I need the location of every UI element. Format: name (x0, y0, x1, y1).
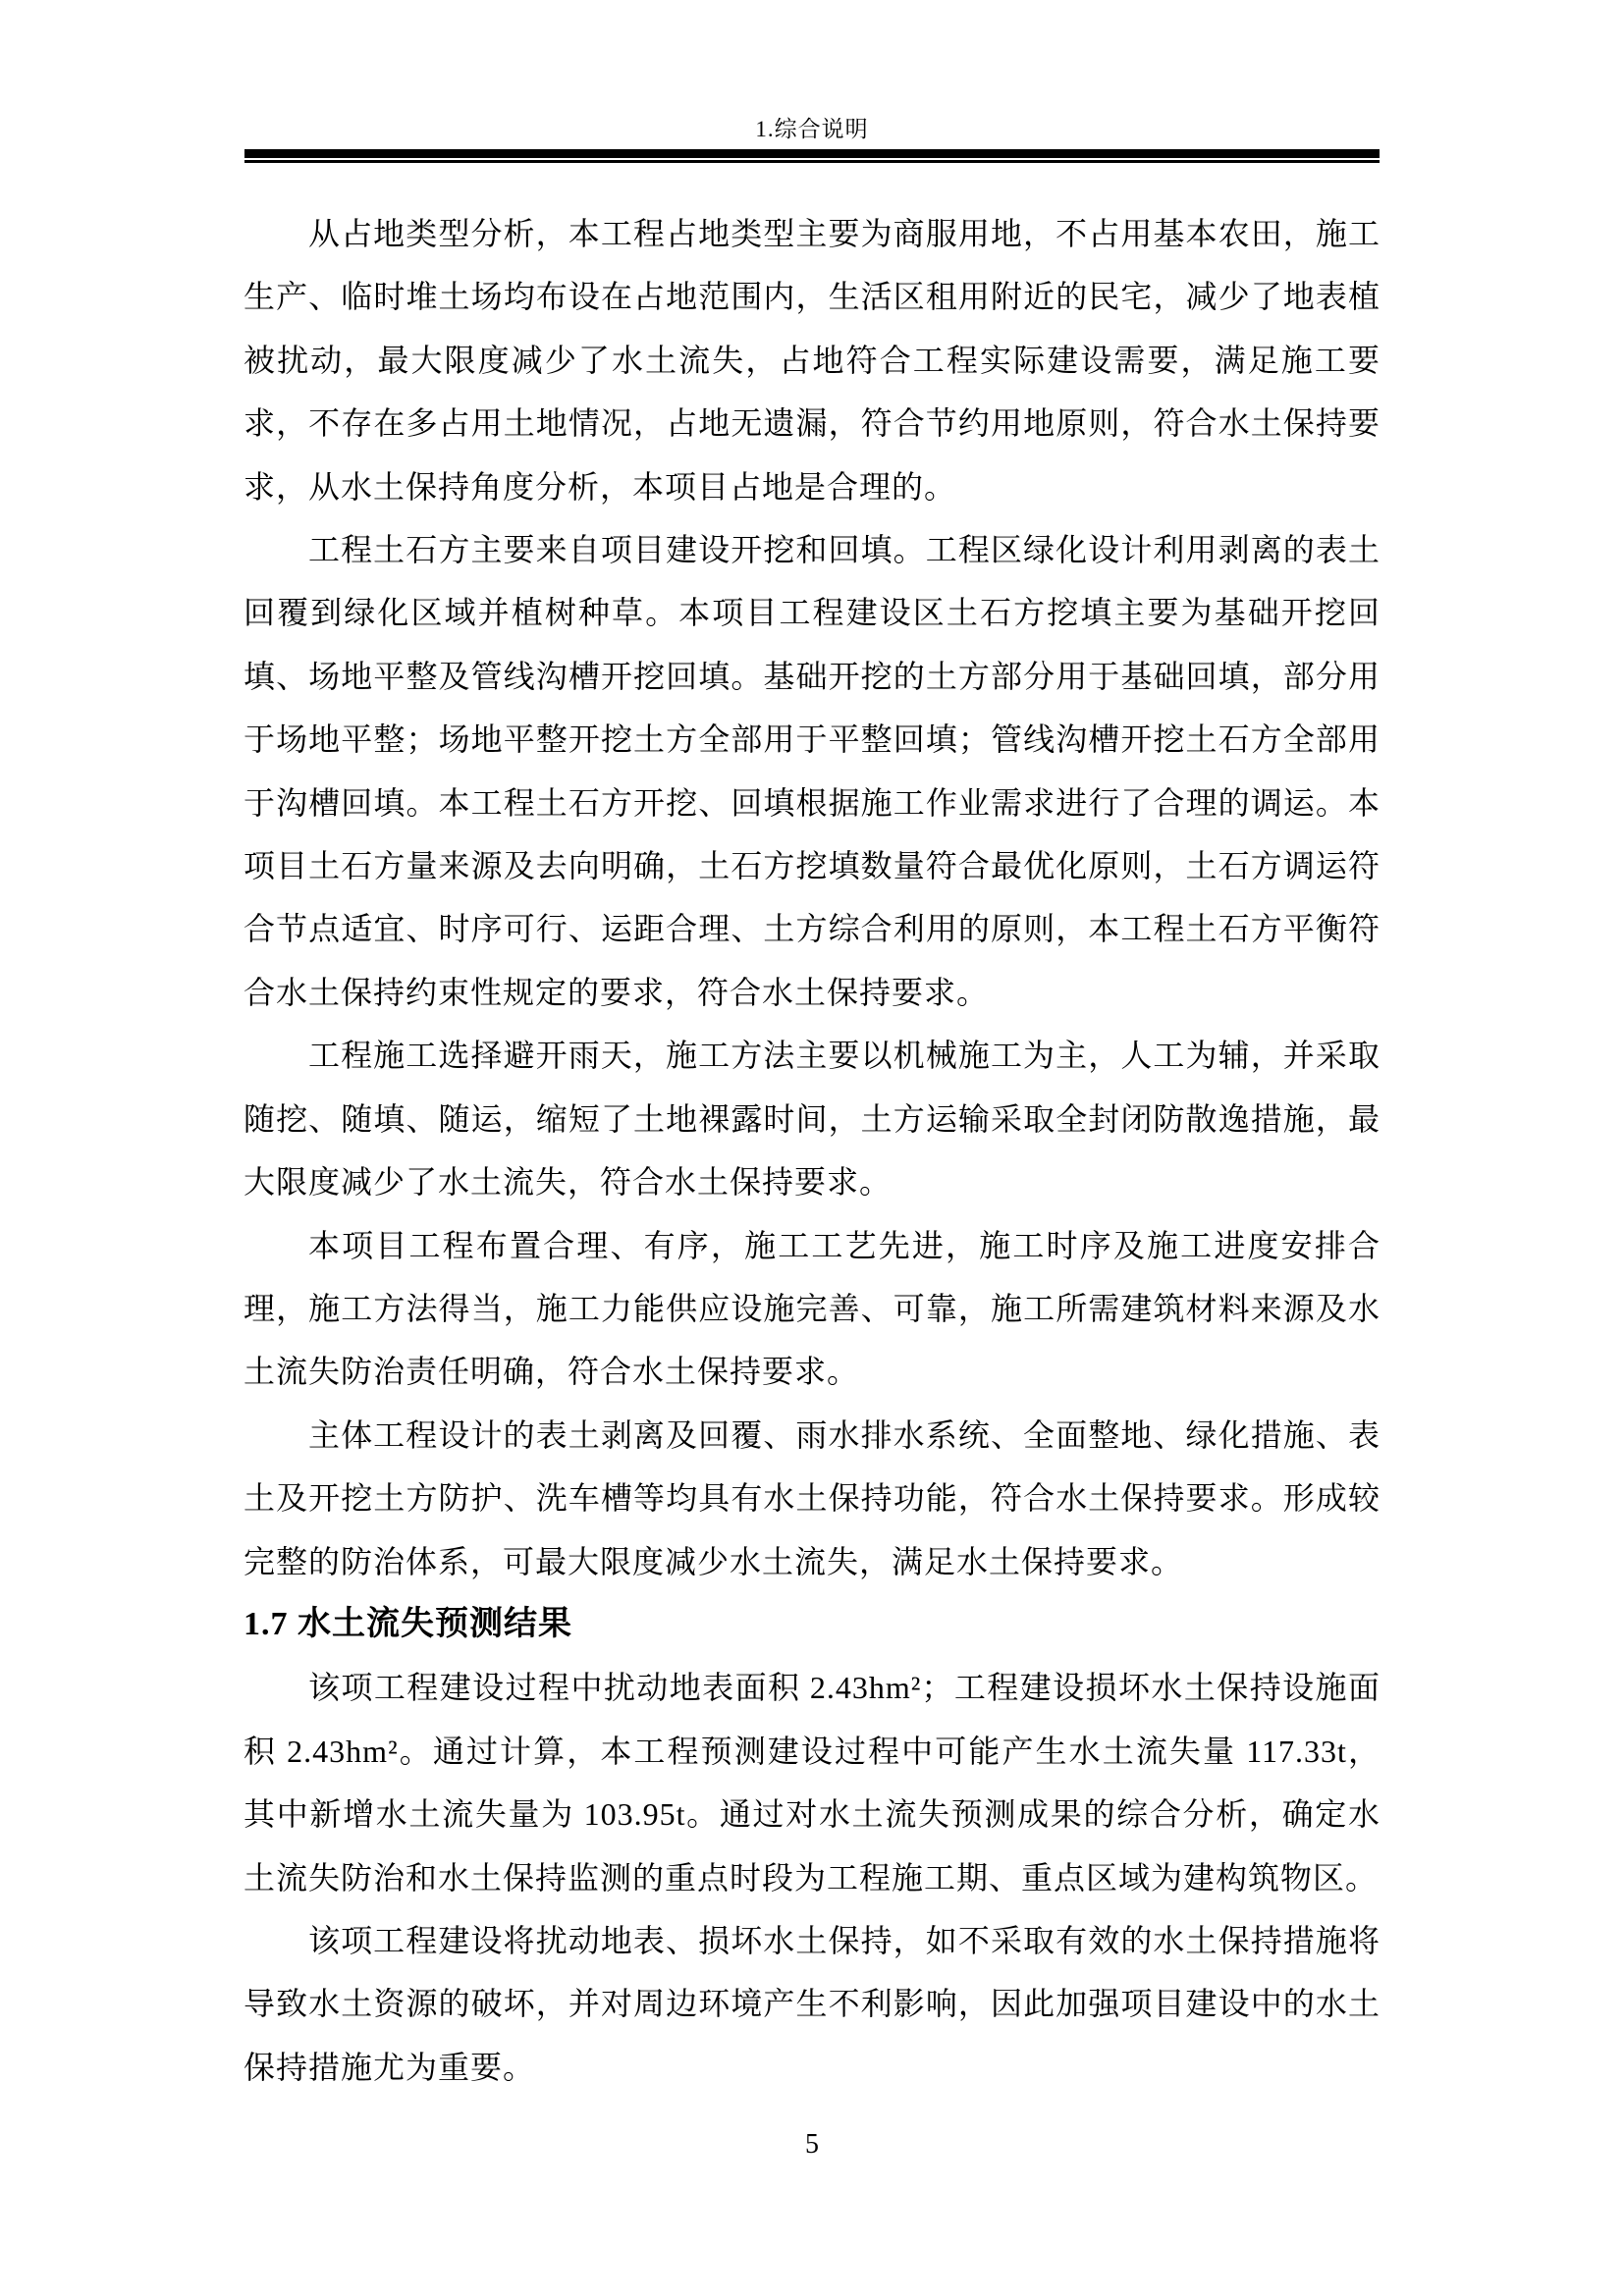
running-header-title: 1.综合说明 (755, 117, 869, 141)
paragraph-construction-method: 工程施工选择避开雨天，施工方法主要以机械施工为主，人工为辅，并采取随挖、随填、随运，缩短了土地裸露时间，土方运输采取全封闭防散逸措施，最大限度减少了水土流失，符合水土保持要求。 (244, 1038, 1380, 1201)
section-heading-1-7: 1.7 水土流失预测结果 (244, 1605, 572, 1642)
paragraph-earthwork-balance: 工程土石方主要来自项目建设开挖和回填。工程区绿化设计利用剥离的表土回覆到绿化区域并植树种草。本项目工程建设区土石方挖填主要为基础开挖回填、场地平整及管线沟槽开挖回填。基础开挖的土方部分用于基础回填，部分用于场地平整；场地平整开挖土方全部用于平整回填；管线沟槽开挖土石方全部用于沟槽回填。本工程土石方开挖、回填根据施工作业需求进行了合理的调运。本项目土石方量来源及去向明确，土石方挖填数量符合最优化原则，土石方调运符合节点适宜、时序可行、运距合理、土方综合利用的原则，本工程土石方平衡符合水土保持约束性规定的要求，符合水土保持要求。 (244, 532, 1380, 1010)
document-body (244, 202, 1380, 2099)
paragraph-soil-loss-prediction: 该项工程建设过程中扰动地表面积 2.43hm²；工程建设损坏水土保持设施面积 2.43hm²。通过计算，本工程预测建设过程中可能产生水土流失量 117.33t，其中新增水土流失量为 103.95t。通过对水土流失预测成果的综合分析，确定水土流失防治和水土保持监测的重点时段为工程施工期、重点区域为建构筑物区。 (244, 1670, 1380, 1896)
page-number: 5 (805, 2129, 819, 2160)
paragraph-main-works-design: 主体工程设计的表土剥离及回覆、雨水排水系统、全面整地、绿化措施、表土及开挖土方防护、洗车槽等均具有水土保持功能，符合水土保持要求。形成较完整的防治体系，可最大限度减少水土流失，满足水土保持要求。 (244, 1416, 1380, 1579)
paragraph-project-layout: 本项目工程布置合理、有序，施工工艺先进，施工时序及施工进度安排合理，施工方法得当，施工力能供应设施完善、可靠，施工所需建筑材料来源及水土流失防治责任明确，符合水土保持要求。 (244, 1227, 1380, 1390)
header-rule-thick-line (244, 149, 1380, 158)
paragraph-land-use-analysis: 从占地类型分析，本工程占地类型主要为商服用地，不占用基本农田，施工生产、临时堆土场均布设在占地范围内，生活区租用附近的民宅，减少了地表植被扰动，最大限度减少了水土流失，占地符合工程实际建设需要，满足施工要求，不存在多占用土地情况，占地无遗漏，符合节约用地原则，符合水土保持要求，从水土保持角度分析，本项目占地是合理的。 (244, 216, 1380, 505)
paragraph-soil-loss-importance: 该项工程建设将扰动地表、损坏水土保持，如不采取有效的水土保持措施将导致水土资源的破坏，并对周边环境产生不利影响，因此加强项目建设中的水土保持措施尤为重要。 (244, 1922, 1380, 2085)
header-rule (244, 149, 1380, 163)
header-rule-thin-line (244, 160, 1380, 163)
